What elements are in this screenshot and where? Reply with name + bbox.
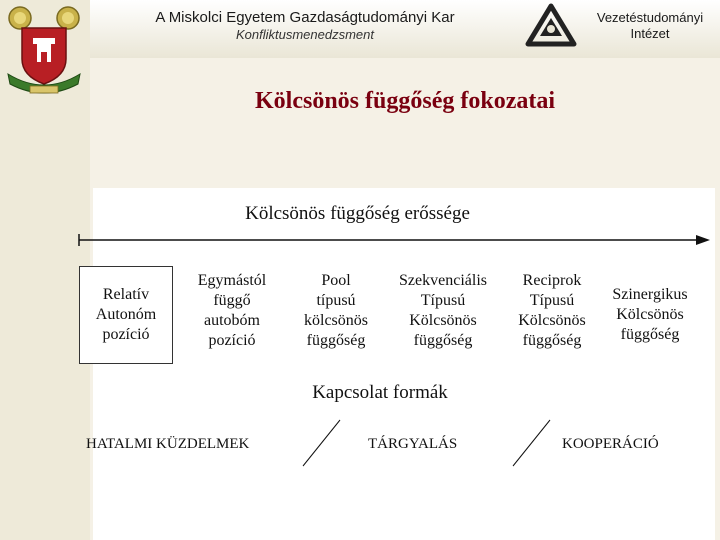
relative-line-1: Relatív <box>102 286 150 303</box>
column-text: pozíció <box>208 332 256 349</box>
subject-name: Konfliktusmenedzsment <box>235 27 374 42</box>
relative-autonomous-box <box>79 266 173 364</box>
column-text: függőség <box>306 332 366 349</box>
form-negotiation: TÁRGYALÁS <box>368 436 458 452</box>
column-text: függőség <box>413 332 473 349</box>
connection-forms-label: Kapcsolat formák <box>312 382 448 403</box>
column-text: Pool <box>321 272 351 289</box>
column-text: függő <box>213 292 251 309</box>
relative-line-2: Autonóm <box>95 306 157 323</box>
column-text: Egymástól <box>197 272 267 289</box>
strength-arrow <box>76 232 710 248</box>
column-independent <box>180 271 284 351</box>
column-pool <box>286 271 386 351</box>
slide-title: Kölcsönös függőség fokozatai <box>255 88 555 114</box>
column-text: típusú <box>316 292 356 309</box>
column-text: Típusú <box>529 292 575 309</box>
column-text: Kölcsönös <box>409 312 477 329</box>
university-crest-logo <box>4 4 84 99</box>
form-cooperation: KOOPERÁCIÓ <box>562 436 659 452</box>
university-name: A Miskolci Egyetem Gazdaságtudományi Kar <box>155 9 455 26</box>
column-text: függőség <box>620 326 680 343</box>
column-text: autobóm <box>204 312 260 329</box>
column-text: Szinergikus <box>612 286 688 303</box>
institute-name-line1: Vezetéstudományi <box>596 10 704 25</box>
column-reciprocal <box>500 271 604 351</box>
institute-name-line2: Intézet <box>630 26 670 41</box>
column-text: függőség <box>522 332 582 349</box>
relative-line-3: pozíció <box>102 326 150 343</box>
column-text: Kölcsönös <box>518 312 586 329</box>
strength-label: Kölcsönös függőség erőssége <box>245 203 470 224</box>
column-synergic <box>600 285 700 345</box>
form-power-struggle: HATALMI KÜZDELMEK <box>86 436 250 452</box>
column-text: kölcsönös <box>304 312 368 329</box>
column-text: Reciprok <box>522 272 582 289</box>
column-sequential <box>384 271 502 351</box>
column-text: Szekvenciális <box>399 272 487 289</box>
institute-triangle-logo <box>524 2 578 50</box>
column-text: Típusú <box>420 292 466 309</box>
column-text: Kölcsönös <box>616 306 684 323</box>
